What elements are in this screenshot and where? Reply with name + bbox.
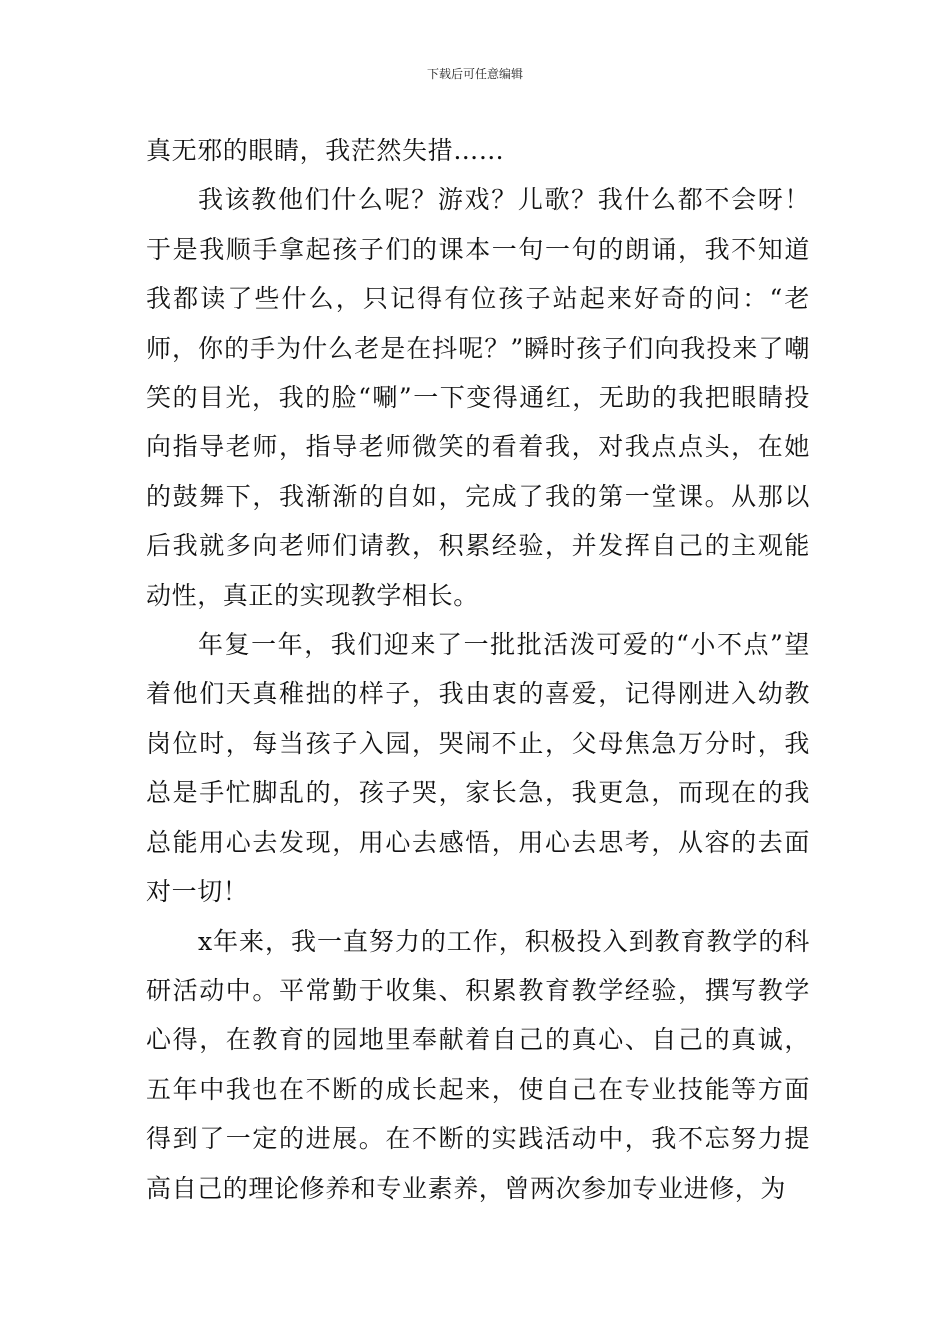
paragraph-3: 年复一年，我们迎来了一批批活泼可爱的“小不点”望着他们天真稚拙的样子，我由衷的喜爱，记得刚进入幼教岗位时，每当孩子入园，哭闹不止，父母焦急万分时，我总是手忙脚乱的，孩子哭，家长急，我更急，而现在的我总能用心去发现，用心去感悟，用心去思考，从容的去面对一切！ — [146, 630, 810, 907]
paragraph-1: 真无邪的眼睛，我茫然失措…… — [146, 136, 505, 165]
document-body — [146, 126, 810, 1213]
paragraph-2: 我该教他们什么呢？游戏？儿歌？我什么都不会呀！于是我顺手拿起孩子们的课本一句一句的朗诵，我不知道我都读了些什么，只记得有位孩子站起来好奇的问：“老师，你的手为什么老是在抖呢？”瞬时孩子们向我投来了嘲笑的目光，我的脸“唰”一下变得通红，无助的我把眼睛投向指导老师，指导老师微笑的看着我，对我点点头，在她的鼓舞下，我渐渐的自如，完成了我的第一堂课。从那以后我就多向老师们请教，积累经验，并发挥自己的主观能动性，真正的实现教学相长。 — [146, 185, 810, 610]
paragraph-4: x年来，我一直努力的工作，积极投入到教育教学的科研活动中。平常勤于收集、积累教育教学经验，撰写教学心得，在教育的园地里奉献着自己的真心、自己的真诚，五年中我也在不断的成长起来，使自己在专业技能等方面得到了一定的进展。在不断的实践活动中，我不忘努力提高自己的理论修养和专业素养，曾两次参加专业进修，为 — [146, 926, 810, 1203]
page-header: 下载后可任意编辑 — [426, 67, 523, 81]
